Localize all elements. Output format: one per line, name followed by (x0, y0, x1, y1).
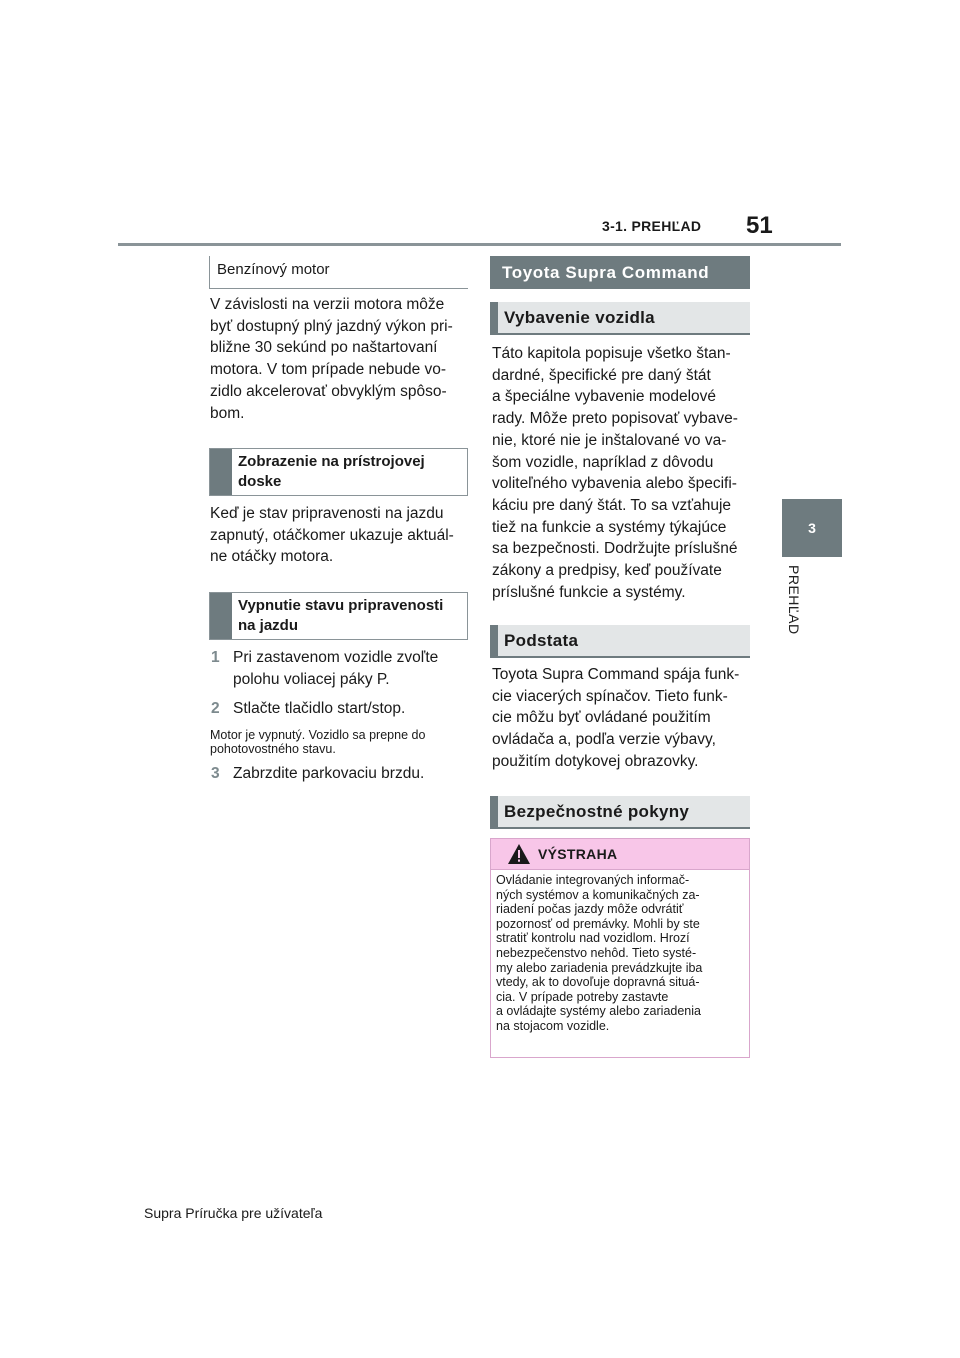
text-line: ne otáčky motora. (210, 548, 334, 566)
subheading-text: Vybavenie vozidla (504, 307, 655, 327)
text-line: byť dostupný plný jazdný výkon pri- (210, 317, 453, 335)
chapter-number: 3 (808, 520, 816, 536)
text-line: Toyota Supra Command spája funk- (492, 666, 740, 683)
text-line: zidlo akcelerovať obvyklým spôso- (210, 382, 447, 400)
text-line: rady. Môže preto popisovať vybave- (492, 410, 738, 428)
paragraph-engine (210, 294, 453, 424)
text-line: a špeciálne vybavenie modelové (492, 388, 717, 406)
paragraph-display (210, 503, 454, 568)
text-line: Motor je vypnutý. Vozidlo sa prepne do (210, 728, 426, 742)
subheading-bar (490, 796, 498, 827)
text-line: šom vozidle, napríklad z dôvodu (492, 453, 714, 471)
step-number: 1 (211, 649, 220, 666)
header-rule (118, 243, 841, 246)
subheading-bar (490, 625, 498, 656)
heading-text (238, 449, 459, 495)
text-line: dardné, špecifické pre daný štát (492, 366, 711, 384)
text-line: ovládača a, podľa verzie výbavy, (492, 731, 716, 749)
subheading-equipment (490, 302, 750, 335)
text-line: zákony a predpisy, keď používate (492, 562, 722, 580)
text-line: bližne 30 sekúnd po naštartovaní (210, 339, 438, 357)
text-line: na stojacom vozidle. (496, 1018, 610, 1033)
step-text (233, 647, 438, 690)
text-line: pohotovostného stavu. (210, 742, 336, 756)
text-line: voliteľného vybavenia alebo špecifi- (492, 475, 737, 493)
warning-triangle-icon (507, 843, 531, 865)
step-text (233, 698, 405, 720)
text-line: Stlačte tlačidlo start/stop. (233, 700, 406, 717)
subheading-safety (490, 796, 750, 829)
text-line: my alebo zariadenia prevádzkujte iba (496, 960, 703, 975)
text-line: zapnutý, otáčkomer ukazuje aktuál- (210, 526, 454, 544)
text-line: pozornosť od premávky. Mohli by ste (496, 916, 700, 931)
heading-text (238, 593, 459, 639)
heading-line: Zobrazenie na prístrojovej (238, 453, 425, 470)
text-line: cie viacerých spínačov. Tieto funk- (492, 687, 728, 705)
text-line: a ovládajte systémy alebo zariadenia (496, 1004, 701, 1019)
chapter-section-title: Toyota Supra Command (490, 256, 750, 289)
heading-readiness-off (209, 592, 468, 640)
step-note (210, 728, 425, 756)
heading-display (209, 448, 468, 496)
text-line: Pri zastavenom vozidle zvoľte (233, 649, 439, 666)
text-line: sa bezpečnosti. Dodržujte príslušné (492, 540, 738, 558)
text-line: nebezpečenstvo nehôd. Tieto systé- (496, 945, 697, 960)
text-line: tiež na funkcie a systémy týkajúce (492, 518, 727, 536)
warning-title: VÝSTRAHA (538, 846, 618, 862)
page-number: 51 (746, 212, 773, 239)
paragraph-equipment (492, 343, 738, 603)
text-line: stratiť kontrolu nad vozidlom. Hrozí (496, 931, 690, 946)
step-text (233, 763, 424, 785)
chapter-title: PREHĽAD (786, 565, 802, 635)
subheading-text: Podstata (504, 630, 579, 650)
chapter-vertical-label (780, 565, 810, 655)
text-line: príslušné funkcie a systémy. (492, 583, 686, 601)
text-line: káciu pre daný štát. To sa vzťahuje (492, 496, 732, 514)
heading-text: Benzínový motor (217, 261, 330, 278)
text-line: polohu voliacej páky P. (233, 670, 390, 688)
text-line: vtedy, ak to dovoľuje dopravná situá- (496, 975, 700, 990)
heading-bar (210, 593, 232, 639)
text-line: nie, ktoré nie je inštalované vo va- (492, 431, 727, 449)
heading-bar (210, 449, 232, 495)
heading-benzinovy-motor (209, 256, 468, 289)
heading-line: doske (238, 473, 282, 490)
chapter-tab[interactable] (782, 499, 842, 557)
subheading-text: Bezpečnostné pokyny (504, 801, 690, 821)
text-line: Keď je stav pripravenosti na jazdu (210, 505, 444, 522)
step-number: 3 (211, 765, 220, 782)
text-line: bom. (210, 404, 245, 422)
text-line: Zabrzdite parkovaciu brzdu. (233, 765, 425, 782)
text-line: cie môžu byť ovládané použitím (492, 709, 711, 727)
paragraph-essence (492, 664, 739, 773)
text-line: ných systémov a komunikačných za- (496, 887, 700, 902)
subheading-bar (490, 302, 498, 333)
text-line: Táto kapitola popisuje všetko štan- (492, 345, 731, 362)
text-line: V závislosti na verzii motora môže (210, 296, 445, 313)
step-number: 2 (211, 700, 220, 717)
footer-manual-title: Supra Príručka pre užívateľa (144, 1205, 323, 1221)
text-line: motora. V tom prípade nebude vo- (210, 361, 447, 379)
subheading-essence (490, 625, 750, 658)
text-line: použitím dotykovej obrazovky. (492, 752, 699, 770)
text-line: riadení počas jazdy môže odvrátiť (496, 902, 684, 917)
text-line: Ovládanie integrovaných informač- (496, 873, 690, 887)
heading-line: Vypnutie stavu pripravenosti (238, 597, 444, 614)
text-line: cia. V prípade potreby zastavte (496, 989, 669, 1004)
warning-separator (491, 869, 749, 870)
warning-text (496, 873, 702, 1034)
section-title: 3-1. PREHĽAD (602, 218, 702, 234)
heading-line: na jazdu (238, 617, 299, 634)
heading-left-rule (209, 256, 210, 288)
